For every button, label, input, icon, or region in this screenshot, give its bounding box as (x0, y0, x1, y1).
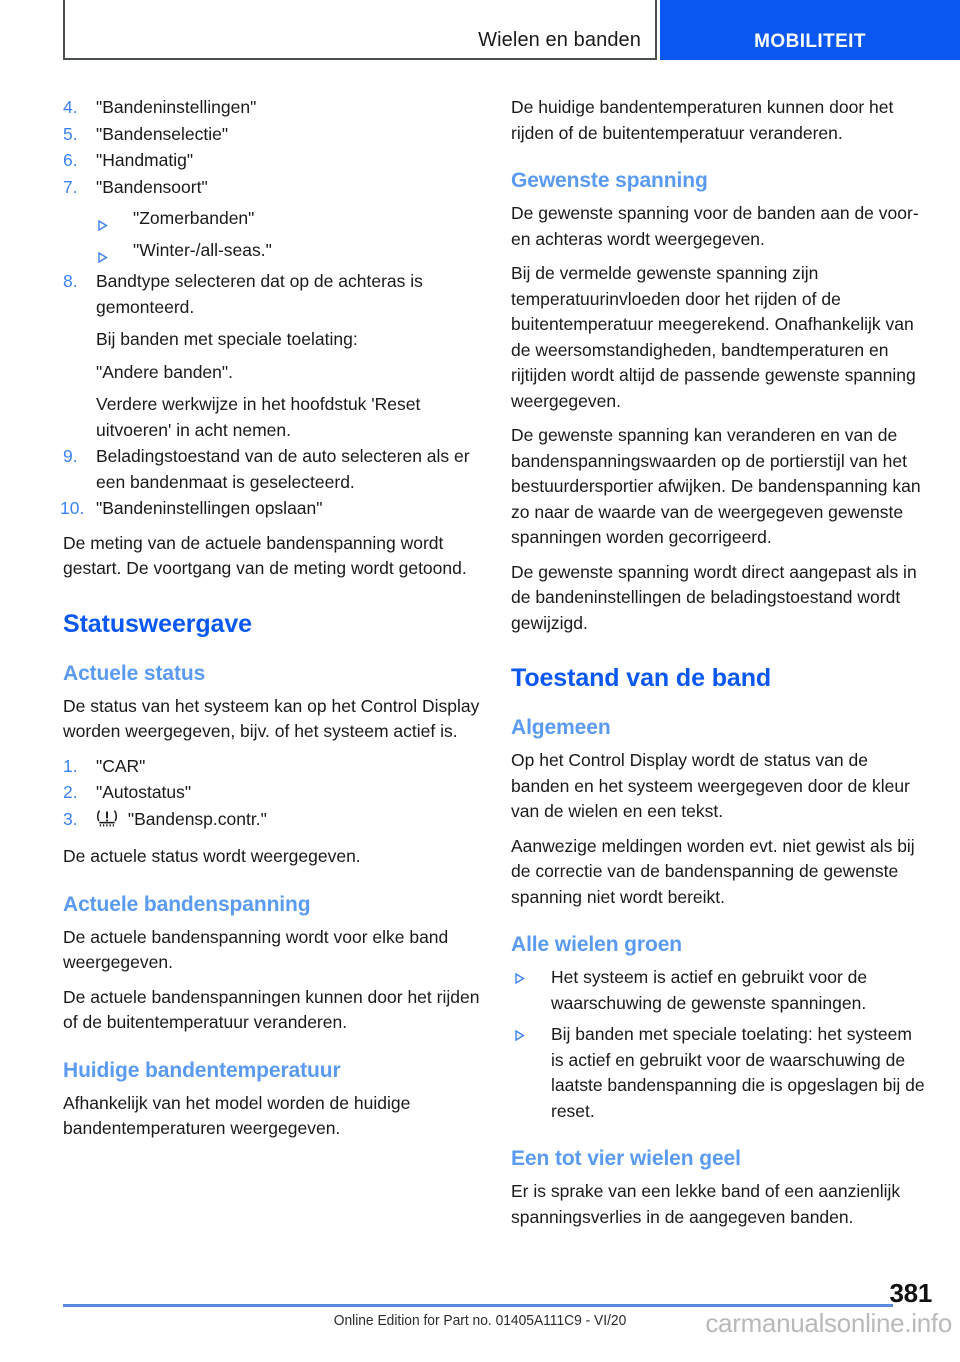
paragraph-alg-2: Aanwezige meldingen worden evt. niet gewist als bij de correctie van de bandenspanning de gewenste spanning niet wordt bereikt. (511, 835, 915, 907)
list-item (63, 780, 481, 806)
paragraph-geel: Er is sprake van een lekke band of een aanzienlijk spanningsverlies in de aangegeven banden. (511, 1181, 901, 1227)
list-item (63, 754, 481, 780)
list-item (63, 148, 481, 174)
list-item (63, 807, 481, 836)
paragraph-actuele-status: De status van het systeem kan op het Control Display worden weergegeven, bijv. of het systeem actief is. (63, 695, 480, 741)
paragraph-gs-4: De gewenste spanning wordt direct aangepast als in de bandeninstellingen de beladingstoestand wordt gewijzigd. (511, 561, 917, 633)
list-item-note: "Andere banden". (96, 361, 233, 382)
list-marker: 7. (63, 176, 78, 197)
watermark-text: carmanualsonline.info (705, 1308, 952, 1338)
header-section-banner (660, 0, 960, 60)
left-column (60, 95, 481, 1151)
list-item (60, 496, 481, 522)
list-marker: 6. (63, 150, 78, 170)
procedure-list-status-path (63, 754, 481, 836)
triangle-bullet-icon (98, 213, 108, 231)
sub-bullet-list-bandensoort (96, 206, 481, 263)
paragraph-gs-1: De gewenste spanning voor de banden aan de voor- en achteras wordt weergegeven. (511, 203, 919, 249)
heading-alle-wielen-groen: Alle wielen groen (511, 933, 683, 956)
list-item-text: "CAR" (96, 755, 146, 776)
edition-notice: Online Edition for Part no. 01405A111C9 - VI/20 (333, 1312, 627, 1329)
heading-actuele-bandenspanning: Actuele bandenspanning (63, 892, 311, 916)
header-section-title: MOBILITEIT (754, 31, 866, 52)
list-item-text: Het systeem is actief en gebruikt voor de waarschuwing de gewenste spanningen. (551, 967, 868, 1013)
list-item (511, 1022, 929, 1124)
list-item-text: Bij banden met speciale toelating: het systeem is actief en gebruikt voor de waarschuwing de laatste bandenspanning die is opgeslagen bij de reset. (551, 1024, 925, 1121)
list-item (96, 238, 481, 264)
list-item (96, 206, 481, 232)
footer-divider-rule (63, 1304, 893, 1307)
heading-algemeen: Algemeen (511, 716, 611, 739)
paragraph-ab-2: De actuele bandenspanningen kunnen door het rijden of de buitentemperatuur veranderen. (63, 986, 480, 1032)
list-item-text: "Winter-/all-seas." (133, 239, 272, 260)
list-item-note: Verdere werkwijze in het hoofdstuk 'Reset uitvoeren' in acht nemen. (96, 394, 421, 440)
list-marker: 10. (60, 498, 85, 518)
list-marker: 1. (63, 755, 78, 776)
list-marker: 5. (63, 123, 78, 144)
list-marker: 9. (63, 446, 78, 466)
list-item (63, 269, 481, 443)
header-chapter-title: Wielen en banden (478, 29, 641, 51)
triangle-bullet-icon (98, 245, 108, 263)
list-marker: 3. (63, 808, 78, 829)
paragraph-gs-2: Bij de vermelde gewenste spanning zijn temperatuurinvloeden door het rijden of de buitentemperatuur meegerekend. Onafhankelijk van de weersomstandigheden, bandtemperaturen en rijtijden wordt altijd de passende gewenste spanning weergegeven. (511, 263, 916, 411)
list-item (63, 95, 481, 121)
list-item (63, 444, 481, 495)
bullet-list-alle-wielen-groen (511, 965, 929, 1124)
list-item-text: "Bandensoort" (96, 176, 208, 197)
list-item-text: Beladingstoestand van de auto selecteren als er een bandenmaat is geselecteerd. (96, 446, 470, 492)
page-footer (0, 1272, 960, 1362)
paragraph-status-shown: De actuele status wordt weergegeven. (63, 846, 361, 866)
heading-huidige-bandentemperatuur: Huidige bandentemperatuur (63, 1058, 341, 1082)
paragraph-ab-1: De actuele bandenspanning wordt voor elke band weergegeven. (63, 926, 449, 972)
list-item-note: Bij banden met speciale toelating: (96, 329, 358, 349)
paragraph-temp-change: De huidige bandentemperaturen kunnen door het rijden of de buitentemperatuur veranderen. (511, 97, 894, 143)
heading-statusweergave: Statusweergave (63, 609, 252, 638)
heading-actuele-status: Actuele status (63, 661, 206, 685)
list-marker: 2. (63, 782, 78, 802)
list-item-text: "Handmatig" (96, 150, 194, 170)
paragraph-alg-1: Op het Control Display wordt de status van de banden en het systeem weergegeven door de kleur van de wielen en een tekst. (511, 750, 910, 821)
paragraph-hb-1: Afhankelijk van het model worden de huidige bandentemperaturen weergegeven. (63, 1092, 411, 1138)
page-header (0, 0, 960, 62)
list-marker: 8. (63, 271, 78, 291)
heading-een-tot-vier-wielen-geel: Een tot vier wielen geel (511, 1147, 741, 1170)
list-item-text: "Bandenselectie" (96, 123, 229, 144)
paragraph-gs-3: De gewenste spanning kan veranderen en van de bandenspanningswaarden op de portierstijl van het bestuurdersportier afwijken. De bandenspanning kan zo naar de waarde van de weergegeven gewenste spanningen worden gecorrigeerd. (511, 425, 921, 547)
list-item-text: "Zomerbanden" (133, 208, 255, 228)
list-item-text: "Autostatus" (96, 782, 192, 802)
list-item (63, 122, 481, 148)
paragraph-measurement-start: De meting van de actuele bandenspanning wordt gestart. De voortgang van de meting wordt getoond. (63, 532, 467, 578)
heading-toestand-van-de-band: Toestand van de band (511, 664, 772, 692)
list-item (511, 965, 929, 1016)
list-item-text: "Bandeninstellingen" (96, 97, 257, 117)
page-number: 381 (889, 1278, 932, 1308)
list-item-text: "Bandeninstellingen opslaan" (96, 498, 323, 518)
list-marker: 4. (63, 97, 78, 117)
list-item-text: "Bandensp.contr." (127, 808, 267, 829)
header-chapter-box (63, 0, 657, 60)
list-item-text: Bandtype selecteren dat op de achteras is gemonteerd. (96, 271, 423, 317)
list-item (63, 175, 481, 264)
right-column (511, 95, 929, 1239)
tpms-warning-icon (96, 809, 118, 836)
procedure-list-tyre-settings (60, 95, 481, 522)
heading-gewenste-spanning: Gewenste spanning (511, 169, 708, 192)
